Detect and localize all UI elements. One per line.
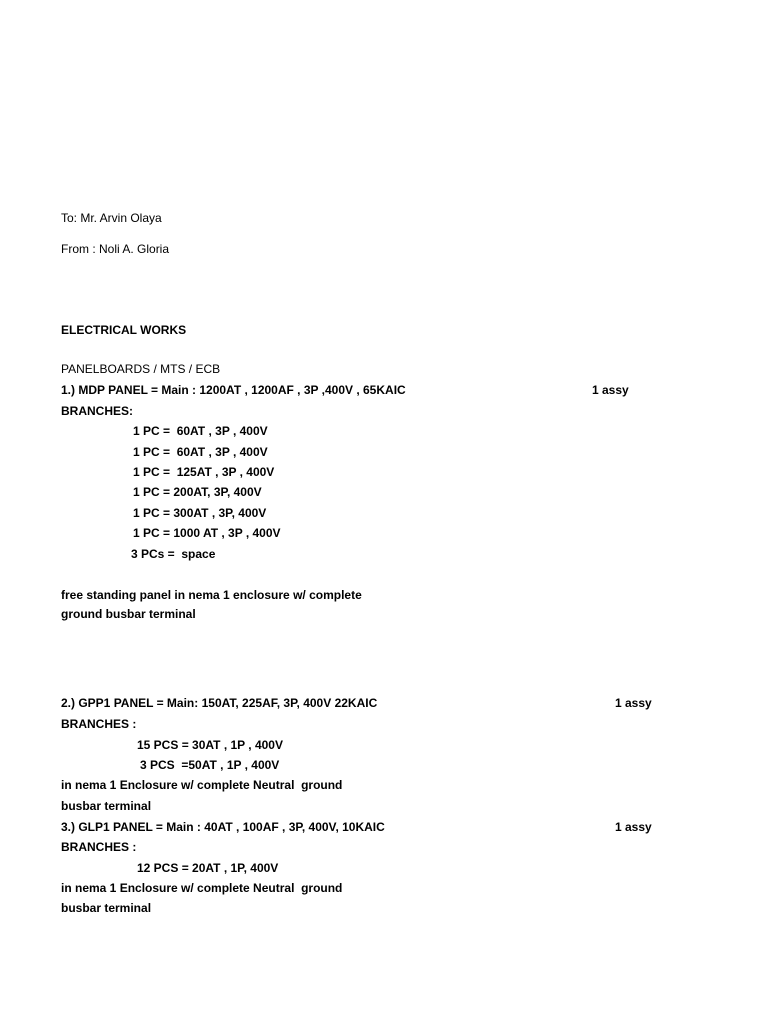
item-2-title: 2.) GPP1 PANEL = Main: 150AT, 225AF, 3P, 400V 22KAIC xyxy=(61,696,378,710)
item-2-branches-label: BRANCHES : xyxy=(61,717,137,731)
item-1-branch: 1 PC = 1000 AT , 3P , 400V xyxy=(133,526,281,540)
item-2-note: busbar terminal xyxy=(61,799,152,813)
item-1-branch: 1 PC = 60AT , 3P , 400V xyxy=(133,445,268,459)
item-1-note: free standing panel in nema 1 enclosure w/ complete xyxy=(61,588,362,602)
item-1-title: 1.) MDP PANEL = Main : 1200AT , 1200AF , 3P ,400V , 65KAIC xyxy=(61,383,406,397)
item-2-qty: 1 assy xyxy=(615,696,652,710)
item-1-branch: 1 PC = 125AT , 3P , 400V xyxy=(133,465,275,479)
item-3-branch: 12 PCS = 20AT , 1P, 400V xyxy=(137,861,279,875)
item-1-branches-label: BRANCHES: xyxy=(61,404,133,418)
item-3-title: 3.) GLP1 PANEL = Main : 40AT , 100AF , 3P, 400V, 10KAIC xyxy=(61,820,385,834)
item-1-qty: 1 assy xyxy=(592,383,629,397)
item-1-note: ground busbar terminal xyxy=(61,607,196,621)
item-3-note: busbar terminal xyxy=(61,901,152,915)
item-1-branch: 3 PCs = space xyxy=(131,547,216,561)
item-1-branch: 1 PC = 200AT, 3P, 400V xyxy=(133,485,262,499)
from-line: From : Noli A. Gloria xyxy=(61,242,170,256)
item-3-qty: 1 assy xyxy=(615,820,652,834)
subsection-title: PANELBOARDS / MTS / ECB xyxy=(61,362,221,376)
to-line: To: Mr. Arvin Olaya xyxy=(61,211,162,225)
item-2-branch: 3 PCS =50AT , 1P , 400V xyxy=(140,758,280,772)
section-title: ELECTRICAL WORKS xyxy=(61,323,187,337)
item-1-branch: 1 PC = 60AT , 3P , 400V xyxy=(133,424,268,438)
item-3-note: in nema 1 Enclosure w/ complete Neutral ground xyxy=(61,881,343,895)
item-2-note: in nema 1 Enclosure w/ complete Neutral ground xyxy=(61,778,343,792)
item-2-branch: 15 PCS = 30AT , 1P , 400V xyxy=(137,738,283,752)
item-1-branch: 1 PC = 300AT , 3P, 400V xyxy=(133,506,267,520)
item-3-branches-label: BRANCHES : xyxy=(61,840,137,854)
